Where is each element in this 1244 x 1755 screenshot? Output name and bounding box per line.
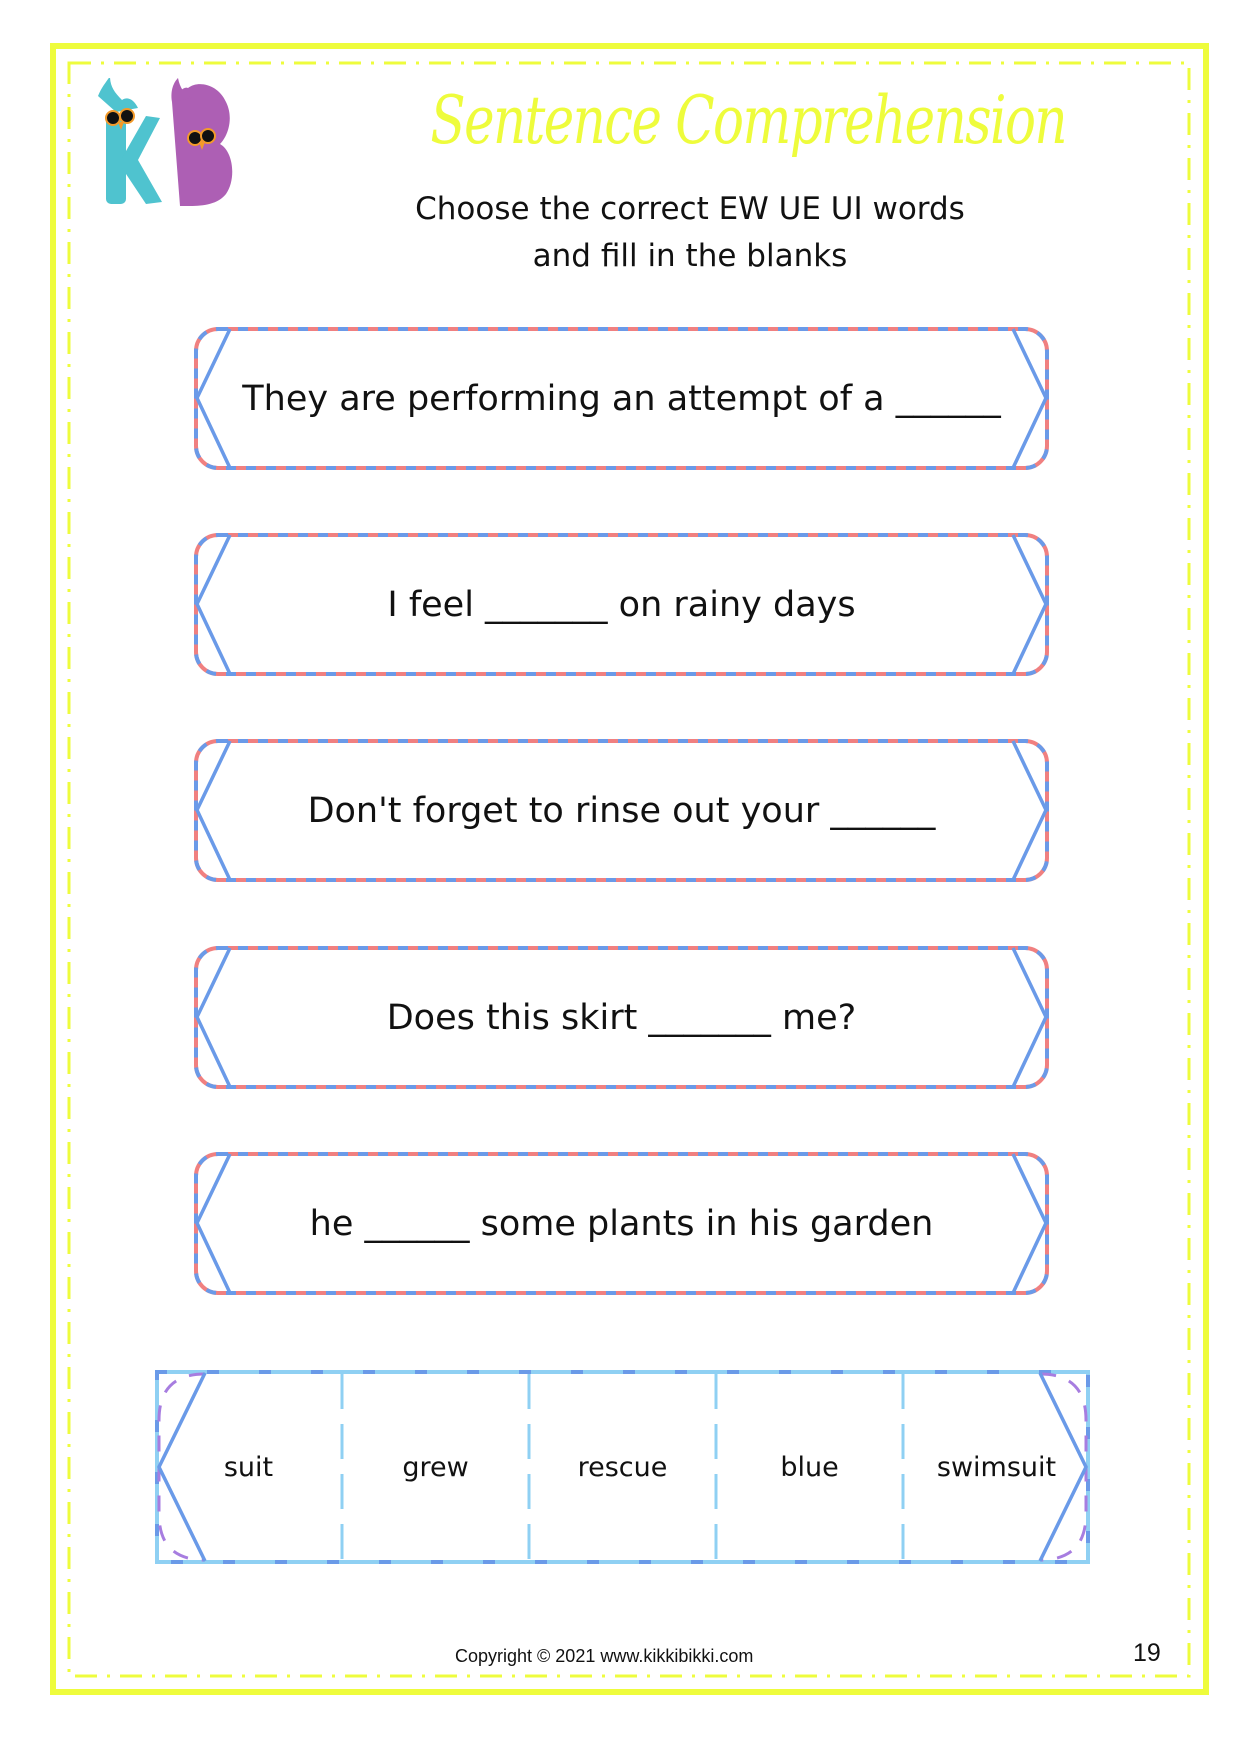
sentence-box-2 [194, 533, 1049, 676]
b-bird-icon [171, 78, 232, 206]
sentence-box-3 [194, 739, 1049, 882]
k-bird-icon [98, 78, 162, 204]
sentence-text: Does this skirt _______ me? [386, 997, 857, 1038]
copyright-footer: Copyright © 2021 www.kikkibikki.com [455, 1646, 754, 1666]
word-bank-item: grew [402, 1451, 469, 1483]
kb-logo [88, 78, 248, 210]
word-bank-item: rescue [577, 1451, 668, 1483]
page-title: Sentence Comprehension [430, 82, 1066, 159]
word-bank-item: blue [780, 1451, 839, 1483]
sentence-box-1 [194, 327, 1049, 470]
instructions [360, 186, 1020, 280]
word-bank-item: swimsuit [936, 1451, 1057, 1483]
sentence-box-5 [194, 1152, 1049, 1295]
sentence-text: I feel _______ on rainy days [387, 584, 856, 625]
instructions-line-1: Choose the correct EW UE UI words [415, 191, 965, 227]
instructions-line-2: and fill in the blanks [532, 238, 848, 274]
sentence-text: he ______ some plants in his garden [309, 1203, 934, 1244]
word-bank-item: suit [223, 1451, 274, 1483]
sentence-box-4 [194, 946, 1049, 1089]
word-bank [155, 1370, 1090, 1564]
page-number: 19 [1133, 1639, 1161, 1667]
sentence-text: They are performing an attempt of a ______ [242, 378, 1001, 419]
sentence-text: Don't forget to rinse out your ______ [307, 790, 936, 831]
